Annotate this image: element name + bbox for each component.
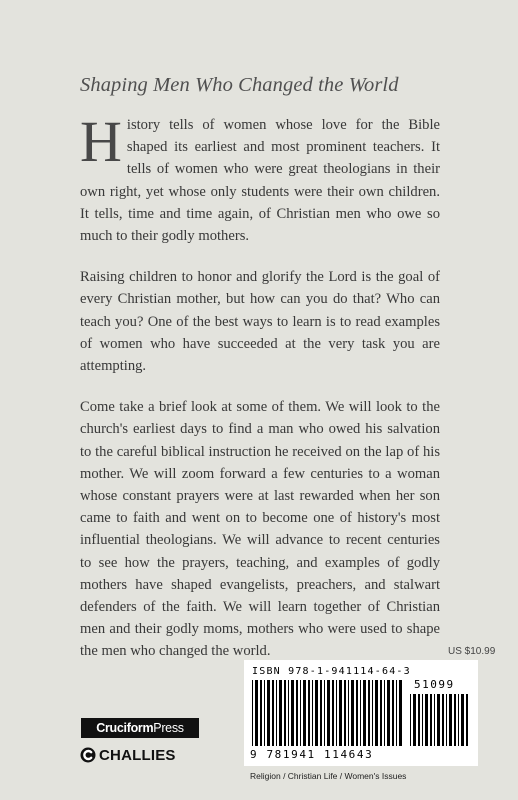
isbn-label: ISBN 978-1-941114-64-3 bbox=[252, 666, 411, 677]
barcode-bar bbox=[396, 680, 397, 746]
barcode-bar bbox=[413, 694, 416, 746]
publisher-name-bold: Cruciform bbox=[96, 721, 154, 735]
barcode-bar bbox=[356, 680, 358, 746]
barcode-bar bbox=[368, 680, 370, 746]
blurb-paragraph-1-text: istory tells of women whose love for the Bible shaped its earliest and most prominent teachers. It tells of women who were great theologians in their own right, yet whose only students were their own children. It tells, time and time again, of Christian men who owe so much to their godly mothers. bbox=[80, 117, 440, 245]
barcode-bar bbox=[315, 680, 318, 746]
barcode-bar bbox=[288, 680, 289, 746]
barcode-bar bbox=[418, 694, 420, 746]
challies-c-logo-icon bbox=[80, 747, 96, 763]
barcode-bar bbox=[336, 680, 337, 746]
barcode-bar bbox=[437, 694, 440, 746]
barcode-bar bbox=[446, 694, 447, 746]
barcode-bar bbox=[276, 680, 277, 746]
barcode-bar bbox=[291, 680, 294, 746]
barcode-bar bbox=[272, 680, 274, 746]
blurb-paragraph-3: Come take a brief look at some of them. We will look to the church's earliest days to find a man who owed his salvation to the careful biblical instruction he received on the lap of his mother. We will zoom forward a few centuries to a woman whose constant prayers were at last rewarded when her son came to faith and went on to become one of history's most influential theologians. We will advance to recent centuries to see how the prayers, teaching, and examples of godly mothers have shaped evangelists, preachers, and stalwart defenders of the faith. We will learn together of Christian men and their godly moms, mothers who were used to shape the men who changed the world. bbox=[80, 399, 440, 660]
ean-barcode bbox=[252, 680, 402, 748]
barcode-bar bbox=[410, 694, 411, 746]
barcode-bar bbox=[260, 680, 262, 746]
drop-cap: H bbox=[80, 109, 122, 174]
barcode-bar bbox=[339, 680, 342, 746]
barcode-bar bbox=[458, 694, 459, 746]
barcode-bar bbox=[351, 680, 354, 746]
barcode-bar bbox=[454, 694, 456, 746]
barcode-bar bbox=[267, 680, 270, 746]
barcode-bar bbox=[300, 680, 301, 746]
barcode-bar bbox=[399, 680, 402, 746]
barcode-bar bbox=[380, 680, 382, 746]
barcode-bar bbox=[392, 680, 394, 746]
category-label: Religion / Christian Life / Women's Issues bbox=[250, 771, 407, 781]
barcode-bar bbox=[308, 680, 310, 746]
barcode-bar bbox=[296, 680, 298, 746]
barcode-bar bbox=[422, 694, 423, 746]
barcode-bar bbox=[279, 680, 282, 746]
ean-digits: 9 781941 114643 bbox=[250, 748, 374, 761]
barcode-bar bbox=[312, 680, 313, 746]
barcode-bar bbox=[466, 694, 468, 746]
price-label: US $10.99 bbox=[448, 646, 496, 657]
publisher-logo bbox=[81, 718, 199, 738]
barcode-bar bbox=[332, 680, 334, 746]
barcode-block bbox=[244, 660, 478, 766]
barcode-bar bbox=[425, 694, 428, 746]
barcode-bar bbox=[320, 680, 322, 746]
barcode-bar bbox=[461, 694, 464, 746]
imprint-logo bbox=[80, 744, 176, 766]
barcode-bar bbox=[375, 680, 378, 746]
barcode-bar bbox=[348, 680, 349, 746]
barcode-bar bbox=[327, 680, 330, 746]
publisher-name-light: Press bbox=[153, 721, 184, 735]
barcode-bar bbox=[372, 680, 373, 746]
barcode-bar bbox=[303, 680, 306, 746]
barcode-bar bbox=[449, 694, 452, 746]
barcode-bar bbox=[387, 680, 390, 746]
barcode-bar bbox=[252, 680, 253, 746]
barcode-bar bbox=[384, 680, 385, 746]
barcode-bar bbox=[434, 694, 435, 746]
addon-barcode bbox=[410, 694, 470, 748]
barcode-bar bbox=[255, 680, 258, 746]
blurb-paragraph-2: Raising children to honor and glorify the Lord is the goal of every Christian mother, but how can you do that? Who can teach you? One of the best ways to learn is to read examples of women who have succeeded at the very task you are attempting. bbox=[80, 269, 440, 375]
blurb bbox=[80, 109, 440, 682]
addon-code: 51099 bbox=[414, 678, 455, 691]
blurb-paragraph-1 bbox=[80, 109, 440, 247]
barcode-bar bbox=[363, 680, 366, 746]
barcode-bar bbox=[324, 680, 325, 746]
barcode-bar bbox=[264, 680, 265, 746]
back-cover-title: Shaping Men Who Changed the World bbox=[80, 74, 399, 96]
imprint-name: CHALLIES bbox=[99, 746, 176, 764]
barcode-bar bbox=[442, 694, 444, 746]
barcode-bar bbox=[430, 694, 432, 746]
barcode-bar bbox=[344, 680, 346, 746]
barcode-bar bbox=[284, 680, 286, 746]
barcode-bar bbox=[360, 680, 361, 746]
